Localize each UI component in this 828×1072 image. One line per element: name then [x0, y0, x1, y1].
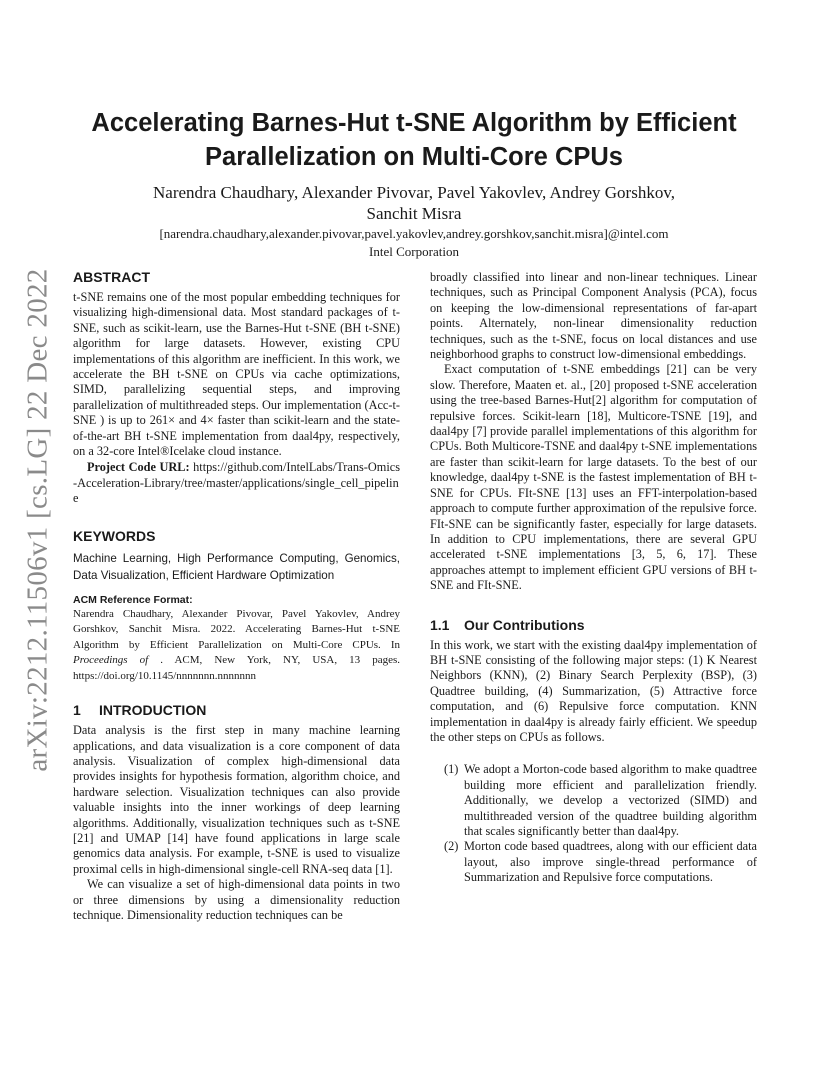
right-column: [430, 270, 757, 886]
acm-reference-text: [73, 607, 400, 685]
introduction-heading: [73, 701, 400, 719]
list-item: [430, 839, 757, 885]
affiliation: Intel Corporation: [369, 244, 459, 259]
acm-reference-heading: ACM Reference Format:: [73, 593, 193, 606]
authors-line-1: Narendra Chaudhary, Alexander Pivovar, Pavel Yakovlev, Andrey Gorshkov,: [153, 183, 675, 202]
acm-reference-italic: Proceedings of: [73, 654, 161, 667]
title-line-2: Parallelization on Multi-Core CPUs: [205, 143, 623, 171]
introduction-paragraph-1: Data analysis is the first step in many machine learning applications, and data visualization is a core component of data analysis. Visualization of complex high-dimensional data provides insights for hypothesis formation, algorithm choice, and hardware selection. Visualization techniques can also provide valuable insights into the inner workings of deep learning algorithms. Additionally, visualization techniques such as t-SNE [21] and UMAP [14] have found applications in large scale genomics data analysis. For example, t-SNE is used to visualize proximal cells in high-dimensional single-cell RNA-seq data [1].: [73, 723, 400, 876]
introduction-title: INTRODUCTION: [99, 702, 207, 719]
contributions-heading: [430, 616, 757, 634]
introduction-paragraph-2-continued: broadly classified into linear and non-linear techniques. Linear techniques, such as Principal Component Analysis (PCA), focus on keeping the low-dimensional representations of far-apart points. Alternately, non-linear dimensionality reduction techniques, such as the t-SNE, focus on local distances and use neighborhood graphs to construct low-dimensional embeddings.: [430, 270, 757, 362]
contributions-number: 1.1: [430, 616, 450, 633]
project-code-label: Project Code URL:: [87, 460, 190, 475]
list-item-text: We adopt a Morton-code based algorithm to make quadtree building more efficient and parallelization friendly. Additionally, we develop a vectorized (SIMD) and multithreaded version of the quadtree building algorithm that scales significantly better than daal4py.: [464, 762, 757, 838]
contributions-paragraph: In this work, we start with the existing daal4py implementation of BH t-SNE consisting of the following major steps: (1) K Nearest Neighbors (KNN), (2) Binary Search Perplexity (BSP), (3) Quadtree building, (4) Summarization, (5) Attractive force computation, and (6) Repulsive force computation. KNN implementation in daal4py is already fairly efficient. We speedup the other steps on CPUs as follows.: [430, 637, 757, 744]
contributions-title: Our Contributions: [464, 616, 585, 633]
introduction-paragraph-2: We can visualize a set of high-dimensional data points in two or three dimensions by using a dimensionality reduction technique. Dimensionality reduction techniques can be: [73, 877, 400, 923]
project-code: [73, 460, 400, 506]
title-line-1: Accelerating Barnes-Hut t-SNE Algorithm by Efficient: [91, 109, 737, 137]
list-item-number: (1): [444, 762, 459, 777]
keywords-heading: KEYWORDS: [73, 527, 156, 544]
project-code-link[interactable]: https://github.com/IntelLabs/Trans-Omics-Acceleration-Library/tree/master/applications/single_cell_pipeline: [73, 460, 400, 506]
list-item-text: Morton code based quadtrees, along with our efficient data layout, also improve single-thread performance of Summarization and Repulsive force computations.: [464, 839, 757, 885]
author-list: [80, 182, 748, 224]
keywords-body: Machine Learning, High Performance Computing, Genomics, Data Visualization, Efficient Hardware Optimization: [73, 551, 400, 582]
list-item: [430, 762, 757, 839]
arxiv-stamp: [21, 268, 54, 772]
abstract-heading: ABSTRACT: [73, 269, 150, 285]
arxiv-stamp-text: arXiv:2212.11506v1 [cs.LG] 22 Dec 2022: [21, 268, 54, 772]
list-item-number: (2): [444, 839, 459, 854]
introduction-number: 1: [73, 702, 81, 719]
acm-reference-before: Narendra Chaudhary, Alexander Pivovar, Pavel Yakovlev, Andrey Gorshkov, Sanchit Misra. 2022. Accelerating Barnes-Hut t-SNE Algorithm by Efficient Parallelization on Multi-Core CPUs. In: [73, 607, 400, 651]
contributions-list: [430, 762, 757, 885]
abstract-body: t-SNE remains one of the most popular embedding techniques for visualizing high-dimensional data. Most standard packages of t-SNE, such as scikit-learn, use the Barnes-Hut t-SNE (BH t-SNE) algorithm for large datasets. However, existing CPU implementations of this algorithm are inefficient. In this work, we accelerate the BH t-SNE on CPUs via cache optimizations, SIMD, parallelizing sequential steps, and improving parallelization of multithreaded steps. Our implementation (Acc-t-SNE ) is up to 261× and 4× faster than scikit-learn and the state-of-the-art BH t-SNE implementation from daal4py, respectively, on a 32-core Intel®Icelake cloud instance.: [73, 290, 400, 459]
authors-line-2: Sanchit Misra: [366, 204, 462, 223]
acm-reference-after: . ACM, New York, NY, USA, 13 pages. https://doi.org/10.1145/nnnnnnn.nnnnnnn: [73, 654, 400, 682]
author-emails: [narendra.chaudhary,alexander.pivovar,pavel.yakovlev,andrey.gorshkov,sanchit.misra]@intel.com: [159, 226, 669, 241]
paper-title: [60, 106, 768, 174]
introduction-paragraph-3: Exact computation of t-SNE embeddings [21] can be very slow. Therefore, Maaten et. al., [20] proposed t-SNE acceleration using the tree-based Barnes-Hut[2] algorithm for computation of repulsive forces. Scikit-learn [18], Multicore-TSNE [19], and daal4py [7] provide parallel implementations of this algorithm for CPUs. Both Multicore-TSNE and daal4py t-SNE implementations are faster than scikit-learn for large datasets. To the best of our knowledge, daal4py t-SNE is the fastest implementation of BH t-SNE for CPUs. FIt-SNE [13] uses an FFT-interpolation-based approach to compute further approximation of the repulsive force. FIt-SNE can be significantly faster, especially for large datasets. In addition to CPU implementations, there are several GPU accelerated t-SNE implementations [3, 5, 6, 17]. These approaches attempt to implement efficient GPU versions of BH t-SNE and FIt-SNE.: [430, 362, 757, 593]
left-column: [73, 268, 400, 923]
